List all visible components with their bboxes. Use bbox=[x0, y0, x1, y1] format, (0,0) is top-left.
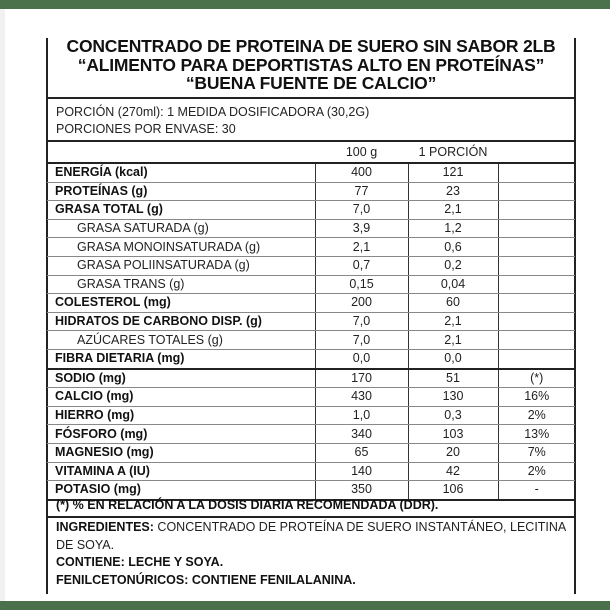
serving-info bbox=[56, 104, 369, 138]
value-per-100g: 7,0 bbox=[315, 201, 408, 220]
table-row bbox=[47, 388, 575, 407]
table-row bbox=[47, 331, 575, 350]
nutrition-table bbox=[47, 162, 575, 501]
value-per-portion: 20 bbox=[408, 443, 498, 462]
column-header-portion: 1 PORCIÓN bbox=[418, 145, 488, 159]
value-per-100g: 400 bbox=[315, 163, 408, 182]
value-ddr-percent bbox=[498, 331, 575, 350]
value-per-100g: 7,0 bbox=[315, 331, 408, 350]
ingredients-block bbox=[56, 519, 571, 589]
value-per-portion: 2,1 bbox=[408, 312, 498, 331]
title-line-product: CONCENTRADO DE PROTEINA DE SUERO SIN SABOR 2LB bbox=[66, 36, 556, 56]
nutrient-name: HIDRATOS DE CARBONO DISP. (g) bbox=[47, 312, 315, 331]
allergen-statement: CONTIENE: LECHE Y SOYA. bbox=[56, 555, 224, 569]
table-row bbox=[47, 349, 575, 368]
value-ddr-percent: 2% bbox=[498, 462, 575, 481]
ingredients-text: CONCENTRADO DE PROTEÍNA DE SUERO INSTANTÁNEO, LECITINA DE SOYA. bbox=[56, 520, 566, 552]
nutrient-name: POTASIO (mg) bbox=[47, 481, 315, 500]
phenylketonurics-warning: FENILCETONÚRICOS: CONTIENE FENILALANINA. bbox=[56, 572, 356, 587]
value-ddr-percent bbox=[498, 312, 575, 331]
nutrient-name: FIBRA DIETARIA (mg) bbox=[47, 349, 315, 368]
value-per-portion: 121 bbox=[408, 163, 498, 182]
value-per-100g: 1,0 bbox=[315, 406, 408, 425]
value-per-100g: 170 bbox=[315, 369, 408, 388]
value-per-100g: 0,0 bbox=[315, 349, 408, 368]
value-ddr-percent bbox=[498, 201, 575, 220]
value-ddr-percent: (*) bbox=[498, 369, 575, 388]
value-per-portion: 23 bbox=[408, 182, 498, 201]
value-per-portion: 106 bbox=[408, 481, 498, 500]
divider bbox=[46, 140, 576, 142]
nutrient-name: COLESTEROL (mg) bbox=[47, 294, 315, 313]
value-per-100g: 140 bbox=[315, 462, 408, 481]
nutrient-name: GRASA TRANS (g) bbox=[47, 275, 315, 294]
value-per-portion: 60 bbox=[408, 294, 498, 313]
value-per-portion: 1,2 bbox=[408, 219, 498, 238]
value-per-portion: 0,6 bbox=[408, 238, 498, 257]
table-row bbox=[47, 425, 575, 444]
value-ddr-percent: 13% bbox=[498, 425, 575, 444]
value-per-100g: 340 bbox=[315, 425, 408, 444]
value-per-portion: 0,0 bbox=[408, 349, 498, 368]
table-row bbox=[47, 238, 575, 257]
table-row bbox=[47, 294, 575, 313]
value-ddr-percent bbox=[498, 163, 575, 182]
value-per-portion: 130 bbox=[408, 388, 498, 407]
nutrient-name: PROTEÍNAS (g) bbox=[47, 182, 315, 201]
nutrient-name: VITAMINA A (IU) bbox=[47, 462, 315, 481]
table-row bbox=[47, 275, 575, 294]
value-ddr-percent bbox=[498, 238, 575, 257]
value-ddr-percent: - bbox=[498, 481, 575, 500]
table-row bbox=[47, 481, 575, 500]
table-row bbox=[47, 256, 575, 275]
nutrient-name: FÓSFORO (mg) bbox=[47, 425, 315, 444]
value-per-portion: 0,3 bbox=[408, 406, 498, 425]
value-ddr-percent: 16% bbox=[498, 388, 575, 407]
top-frame-bar bbox=[0, 0, 610, 9]
value-ddr-percent bbox=[498, 182, 575, 201]
nutrient-name: CALCIO (mg) bbox=[47, 388, 315, 407]
nutrient-name: MAGNESIO (mg) bbox=[47, 443, 315, 462]
ingredients-label: INGREDIENTES: bbox=[56, 520, 154, 534]
bottom-frame-bar bbox=[0, 601, 610, 610]
nutrient-name: SODIO (mg) bbox=[47, 369, 315, 388]
value-per-100g: 65 bbox=[315, 443, 408, 462]
value-per-100g: 0,15 bbox=[315, 275, 408, 294]
table-row bbox=[47, 312, 575, 331]
table-row bbox=[47, 462, 575, 481]
value-per-100g: 3,9 bbox=[315, 219, 408, 238]
value-per-100g: 430 bbox=[315, 388, 408, 407]
value-per-portion: 2,1 bbox=[408, 201, 498, 220]
value-per-100g: 7,0 bbox=[315, 312, 408, 331]
serving-size: PORCIÓN (270ml): 1 MEDIDA DOSIFICADORA (30,2G) bbox=[56, 105, 370, 119]
table-row bbox=[47, 369, 575, 388]
value-per-100g: 200 bbox=[315, 294, 408, 313]
value-ddr-percent: 2% bbox=[498, 406, 575, 425]
value-ddr-percent bbox=[498, 256, 575, 275]
column-header-100g: 100 g bbox=[345, 145, 378, 159]
title-line-claim-protein: “ALIMENTO PARA DEPORTISTAS ALTO EN PROTEÍNAS” bbox=[77, 54, 545, 75]
ddr-footnote: (*) % EN RELACIÓN A LA DOSIS DIARIA RECOMENDADA (DDR). bbox=[56, 498, 439, 512]
table-row bbox=[47, 182, 575, 201]
nutrient-name: GRASA SATURADA (g) bbox=[47, 219, 315, 238]
value-ddr-percent bbox=[498, 219, 575, 238]
value-per-portion: 51 bbox=[408, 369, 498, 388]
nutrient-name: ENERGÍA (kcal) bbox=[47, 163, 315, 182]
value-per-portion: 42 bbox=[408, 462, 498, 481]
nutrient-name: AZÚCARES TOTALES (g) bbox=[47, 331, 315, 350]
title-line-claim-calcium: “BUENA FUENTE DE CALCIO” bbox=[185, 73, 437, 93]
nutrient-name: HIERRO (mg) bbox=[47, 406, 315, 425]
nutrient-name: GRASA TOTAL (g) bbox=[47, 201, 315, 220]
value-ddr-percent bbox=[498, 349, 575, 368]
value-per-100g: 350 bbox=[315, 481, 408, 500]
table-row bbox=[47, 443, 575, 462]
value-ddr-percent bbox=[498, 275, 575, 294]
table-row bbox=[47, 406, 575, 425]
value-per-100g: 0,7 bbox=[315, 256, 408, 275]
value-ddr-percent bbox=[498, 294, 575, 313]
nutrient-name: GRASA MONOINSATURADA (g) bbox=[47, 238, 315, 257]
value-per-portion: 2,1 bbox=[408, 331, 498, 350]
table-row bbox=[47, 201, 575, 220]
divider bbox=[46, 516, 576, 518]
value-per-portion: 0,2 bbox=[408, 256, 498, 275]
value-per-portion: 103 bbox=[408, 425, 498, 444]
product-title bbox=[46, 37, 576, 93]
table-row bbox=[47, 163, 575, 182]
table-row bbox=[47, 219, 575, 238]
nutrient-name: GRASA POLIINSATURADA (g) bbox=[47, 256, 315, 275]
value-ddr-percent: 7% bbox=[498, 443, 575, 462]
servings-per-container: PORCIONES POR ENVASE: 30 bbox=[56, 122, 236, 136]
divider bbox=[46, 97, 576, 99]
value-per-100g: 77 bbox=[315, 182, 408, 201]
value-per-100g: 2,1 bbox=[315, 238, 408, 257]
value-per-portion: 0,04 bbox=[408, 275, 498, 294]
